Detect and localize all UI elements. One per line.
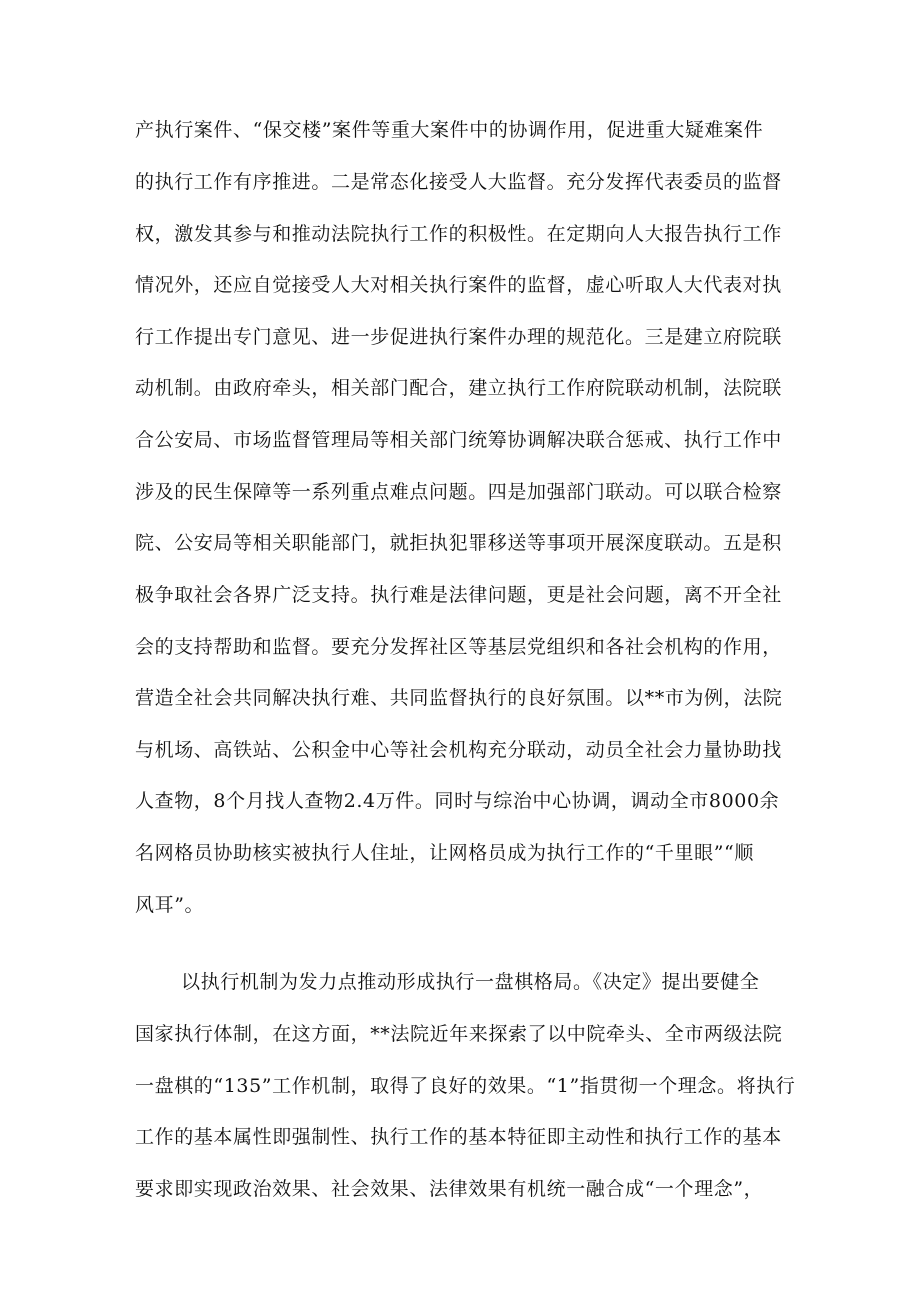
text-line: 风耳”。 — [135, 894, 205, 916]
text-line: 工作的基本属性即强制性、执行工作的基本特征即主动性和执行工作的基本 — [135, 1126, 782, 1148]
text-line: 国家执行体制，在这方面，**法院近年来探索了以中院牵头、全市两级法院 — [135, 1023, 783, 1045]
text-line: 名网格员协助核实被执行人住址，让网格员成为执行工作的“千里眼”“顺 — [135, 842, 754, 864]
text-line: 人查物，8个月找人查物2.4万件。同时与综治中心协调，调动全市8000余 — [135, 790, 780, 812]
text-line: 涉及的民生保障等一系列重点难点问题。四是加强部门联动。可以联合检察 — [135, 481, 782, 503]
text-line: 的执行工作有序推进。二是常态化接受人大监督。充分发挥代表委员的监督 — [135, 171, 782, 193]
text-line: 合公安局、市场监督管理局等相关部门统筹协调解决联合惩戒、执行工作中 — [135, 429, 782, 451]
text-line: 极争取社会各界广泛支持。执行难是法律问题，更是社会问题，离不开全社 — [135, 584, 782, 606]
text-line: 产执行案件、“保交楼”案件等重大案件中的协调作用，促进重大疑难案件 — [135, 119, 764, 141]
text-line: 要求即实现政治效果、社会效果、法律效果有机统一融合成“一个理念”， — [135, 1178, 764, 1200]
text-line: 院、公安局等相关职能部门，就拒执犯罪移送等事项开展深度联动。五是积 — [135, 532, 782, 554]
text-line: 权，激发其参与和推动法院执行工作的积极性。在定期向人大报告执行工作 — [135, 223, 782, 245]
text-line: 动机制。由政府牵头，相关部门配合，建立执行工作府院联动机制，法院联 — [135, 377, 782, 399]
text-line: 一盘棋的“135”工作机制，取得了良好的效果。“1”指贯彻一个理念。将执行 — [135, 1075, 795, 1097]
text-line: 营造全社会共同解决执行难、共同监督执行的良好氛围。以**市为例，法院 — [135, 687, 783, 709]
text-line: 情况外，还应自觉接受人大对相关执行案件的监督，虚心听取人大代表对执 — [135, 274, 782, 296]
text-line: 与机场、高铁站、公积金中心等社会机构充分联动，动员全社会力量协助找 — [135, 739, 782, 761]
text-line: 以执行机制为发力点推动形成执行一盘棋格局。《决定》提出要健全 — [181, 971, 760, 993]
text-line: 会的支持帮助和监督。要充分发挥社区等基层党组织和各社会机构的作用， — [135, 636, 782, 658]
text-line: 行工作提出专门意见、进一步促进执行案件办理的规范化。三是建立府院联 — [135, 326, 782, 348]
